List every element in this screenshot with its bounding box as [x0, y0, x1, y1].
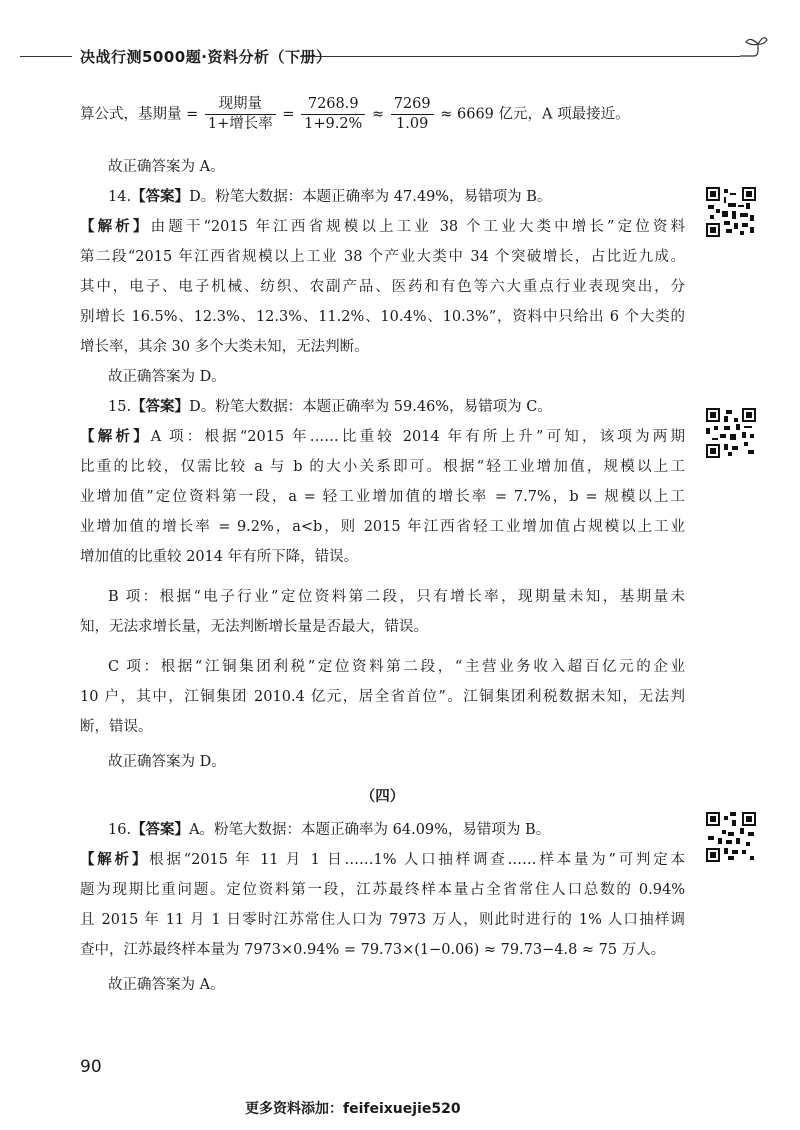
fraction-base-formula	[205, 95, 276, 134]
approx-sign: ≈	[371, 106, 385, 123]
fraction-denominator: 1.09	[396, 116, 429, 132]
q14-answer	[108, 185, 551, 206]
q16-analysis-line-1	[80, 848, 685, 870]
fraction-denominator: 1+增长率	[207, 116, 273, 132]
answer-tag: 【答案】	[131, 398, 190, 415]
analysis-tag: 【解析】	[80, 428, 151, 445]
formula-line	[80, 95, 630, 134]
q16-answer	[108, 818, 550, 839]
analysis-text: A 项：根据“2015 年……比重较 2014 年有所上升”可知，该项为两期	[150, 429, 685, 445]
q14-analysis-line-3: 其中，电子、电子机械、纺织、农副产品、医药和有色等六大重点行业表现突出，分	[80, 279, 685, 295]
answer-text: D。粉笔大数据：本题正确率为 59.46%，易错项为 C。	[189, 399, 552, 415]
q15-answer	[108, 395, 552, 416]
qr-code-icon	[706, 408, 756, 458]
fraction-numerator: 7269	[391, 95, 434, 115]
q16-analysis-line-2: 题为现期比重问题。定位资料第一段，江苏最终样本量占全省常住人口总数的 0.94%	[80, 882, 685, 898]
question-number: 16.	[108, 822, 132, 838]
q16-analysis-line-4: 查中，江苏最终样本量为 7973×0.94% = 79.73×(1−0.06) ≈ 79.73−4.8 ≈ 75 万人。	[80, 942, 666, 958]
q14-analysis-line-5: 增长率，其余 30 多个大类未知，无法判断。	[80, 339, 369, 355]
q14-analysis-line-4: 别增长 16.5%、12.3%、12.3%、11.2%、10.4%、10.3%”，资料中只给出 6 个大类的	[80, 309, 685, 325]
q15-b-line-1: B 项：根据“电子行业”定位资料第二段，只有增长率，现期量未知，基期量未	[108, 589, 685, 605]
question-number: 14.	[108, 189, 132, 205]
footer-note: 更多资料添加：feifeixuejie520	[245, 1101, 461, 1117]
running-header	[0, 46, 800, 70]
qr-code-icon	[706, 812, 756, 862]
q13-conclusion: 故正确答案为 A。	[108, 159, 225, 175]
section-heading: （四）	[360, 788, 405, 805]
answer-text: A。粉笔大数据：本题正确率为 64.09%，易错项为 B。	[189, 822, 551, 838]
header-rule-left	[20, 56, 72, 57]
q15-a-line-5: 增加值的比重较 2014 年有所下降，错误。	[80, 549, 359, 565]
analysis-tag: 【解析】	[80, 218, 151, 235]
fraction-values	[301, 95, 365, 134]
fraction-denominator: 1+9.2%	[304, 116, 363, 132]
q15-a-line-2: 比重的比较，仅需比较 a 与 b 的大小关系即可。根据“轻工业增加值，规模以上工	[80, 459, 685, 475]
formula-suffix: ≈ 6669 亿元，A 项最接近。	[440, 106, 630, 123]
sprout-icon	[738, 34, 768, 60]
analysis-text: 根据“2015 年 11 月 1 日……1% 人口抽样调查……样本量为”可判定本	[149, 852, 685, 868]
q14-analysis-line-1	[80, 215, 685, 237]
fraction-numerator: 现期量	[205, 95, 276, 115]
analysis-text: 由题干“2015 年江西省规模以上工业 38 个工业大类中增长”定位资料	[150, 219, 685, 235]
q15-a-line-4: 业增加值的增长率 = 9.2%，a<b，则 2015 年江西省轻工业增加值占规模以上工业	[80, 519, 685, 535]
answer-tag: 【答案】	[131, 821, 190, 838]
formula-prefix: 算公式，基期量 =	[80, 106, 199, 123]
q15-a-line-1	[80, 425, 685, 447]
q15-a-line-3: 业增加值”定位资料第一段，a = 轻工业增加值的增长率 = 7.7%，b = 规模以上工	[80, 489, 685, 505]
q15-c-line-2: 10 户，其中，江铜集团 2010.4 亿元，居全省首位”。江铜集团利税数据未知，无法判	[80, 689, 685, 705]
q15-b-line-2: 知，无法求增长量，无法判断增长量是否最大，错误。	[80, 619, 428, 635]
analysis-tag: 【解析】	[80, 851, 150, 868]
q16-conclusion: 故正确答案为 A。	[108, 977, 225, 993]
q14-conclusion: 故正确答案为 D。	[108, 369, 226, 385]
page-number: 90	[80, 1057, 102, 1077]
running-header-title: 决战行测5000题·资料分析（下册）	[80, 48, 332, 66]
q14-analysis-line-2: 第二段“2015 年江西省规模以上工业 38 个产业大类中 34 个突破增长，占比近九成。	[80, 249, 685, 265]
q15-conclusion: 故正确答案为 D。	[108, 754, 226, 770]
header-rule-right	[300, 56, 740, 57]
answer-tag: 【答案】	[131, 188, 190, 205]
fraction-numerator: 7268.9	[301, 95, 365, 115]
question-number: 15.	[108, 399, 132, 415]
qr-code-icon	[706, 187, 756, 237]
answer-text: D。粉笔大数据：本题正确率为 47.49%，易错项为 B。	[189, 189, 552, 205]
q15-c-line-1: C 项：根据“江铜集团利税”定位资料第二段，“主营业务收入超百亿元的企业	[108, 659, 685, 675]
q16-analysis-line-3: 且 2015 年 11 月 1 日零时江苏常住人口为 7973 万人，则此时进行的 1% 人口抽样调	[80, 912, 685, 928]
equals-sign: =	[282, 106, 295, 123]
q15-c-line-3: 断，错误。	[80, 719, 153, 735]
fraction-approx	[391, 95, 434, 134]
